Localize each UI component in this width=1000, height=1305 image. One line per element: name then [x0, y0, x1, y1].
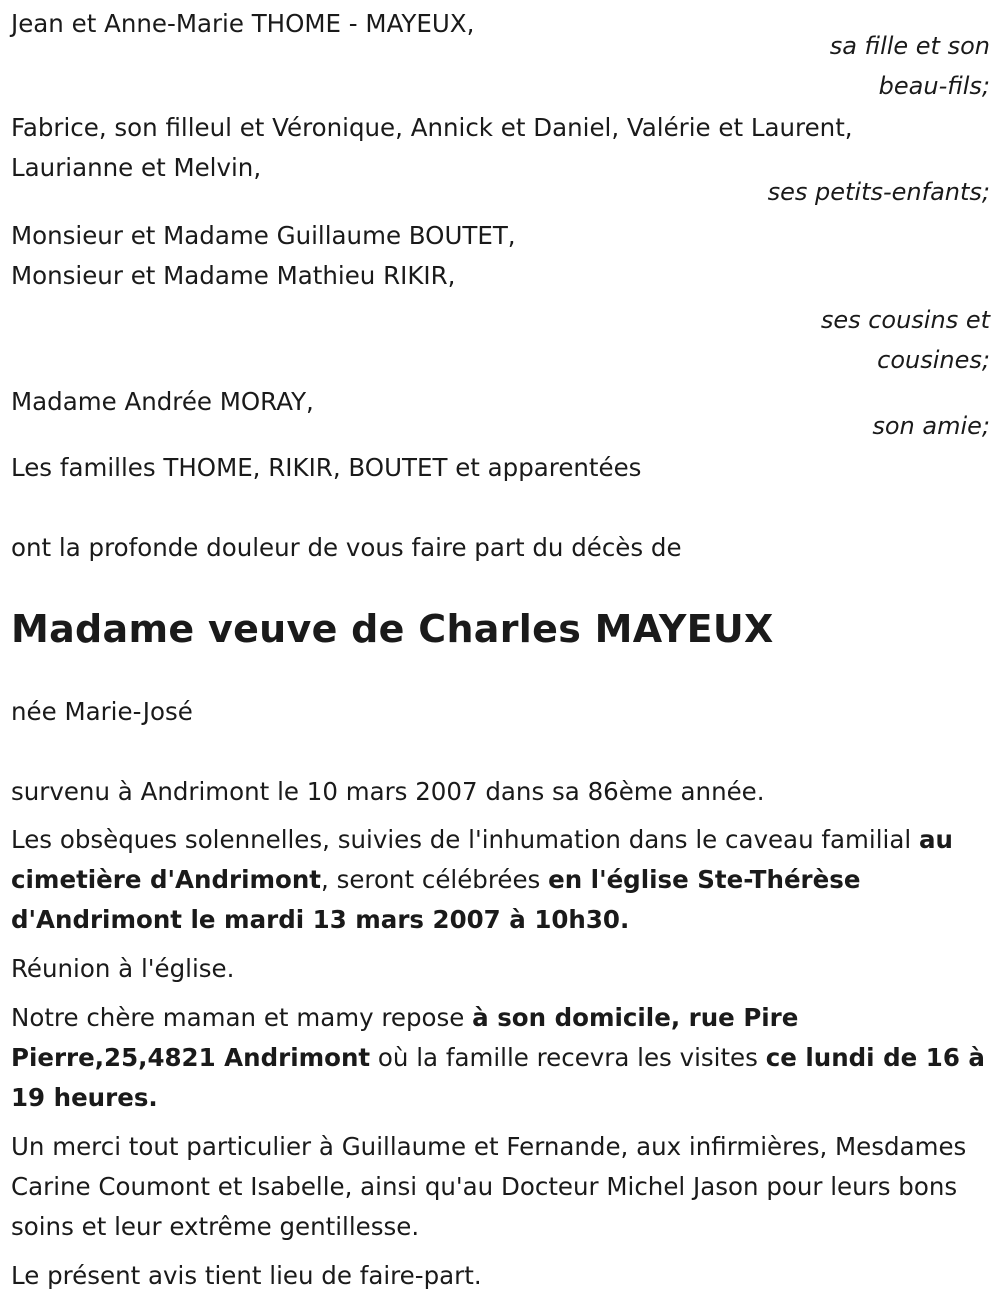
friend-role: son amie;: [872, 412, 990, 440]
visits-address: à son domicile, rue Pire Pierre,25,4821 Andrimont: [11, 1003, 799, 1072]
cousins-line1: Monsieur et Madame Guillaume BOUTET,: [11, 221, 516, 250]
cousins-line2: Monsieur et Madame Mathieu RIKIR,: [11, 261, 456, 290]
death-notice: [11, 4, 990, 1305]
visits-text-1: Notre chère maman et mamy repose: [11, 1003, 473, 1032]
daughter-names: Jean et Anne-Marie THOME - MAYEUX,: [11, 9, 475, 38]
birth-name: née Marie-José: [11, 697, 193, 726]
visits-time: ce lundi de 16 à 19 heures.: [11, 1043, 985, 1112]
cousins-role-line1: ses cousins et: [820, 306, 990, 334]
grandchildren-role: ses petits-enfants;: [767, 178, 990, 206]
visits-paragraph: [11, 998, 990, 1118]
families-line: Les familles THOME, RIKIR, BOUTET et apparentées: [11, 453, 642, 482]
deceased-name: Madame veuve de Charles MAYEUX: [11, 607, 774, 651]
visits-text-2: où la famille recevra les visites: [370, 1043, 766, 1072]
funeral-church-date: en l'église Ste-Thérèse d'Andrimont le mardi 13 mars 2007 à 10h30.: [11, 865, 861, 934]
funeral-cemetery: au cimetière d'Andrimont: [11, 825, 953, 894]
daughter-role-line2: beau-fils;: [878, 72, 990, 100]
death-info: survenu à Andrimont le 10 mars 2007 dans sa 86ème année.: [11, 777, 765, 806]
thanks-paragraph: Un merci tout particulier à Guillaume et Fernande, aux infirmières, Mesdames Carine Coumont et Isabelle, ainsi qu'au Docteur Michel Jason pour leurs bons soins et leur extrême gentillesse.: [11, 1132, 967, 1241]
announcement: ont la profonde douleur de vous faire part du décès de: [11, 533, 682, 562]
funeral-text-2: , seront célébrées: [321, 865, 549, 894]
grandchildren-line2: Laurianne et Melvin,: [11, 153, 262, 182]
closing-line: Le présent avis tient lieu de faire-part.: [11, 1261, 482, 1290]
grandchildren-line1: Fabrice, son filleul et Véronique, Annick et Daniel, Valérie et Laurent,: [11, 113, 853, 142]
funeral-paragraph: [11, 820, 990, 940]
cousins-role-line2: cousines;: [877, 346, 990, 374]
daughter-role-line1: sa fille et son: [829, 32, 990, 60]
meeting-line: Réunion à l'église.: [11, 954, 235, 983]
friend-name: Madame Andrée MORAY,: [11, 387, 314, 416]
funeral-text-1: Les obsèques solennelles, suivies de l'inhumation dans le caveau familial: [11, 825, 919, 854]
